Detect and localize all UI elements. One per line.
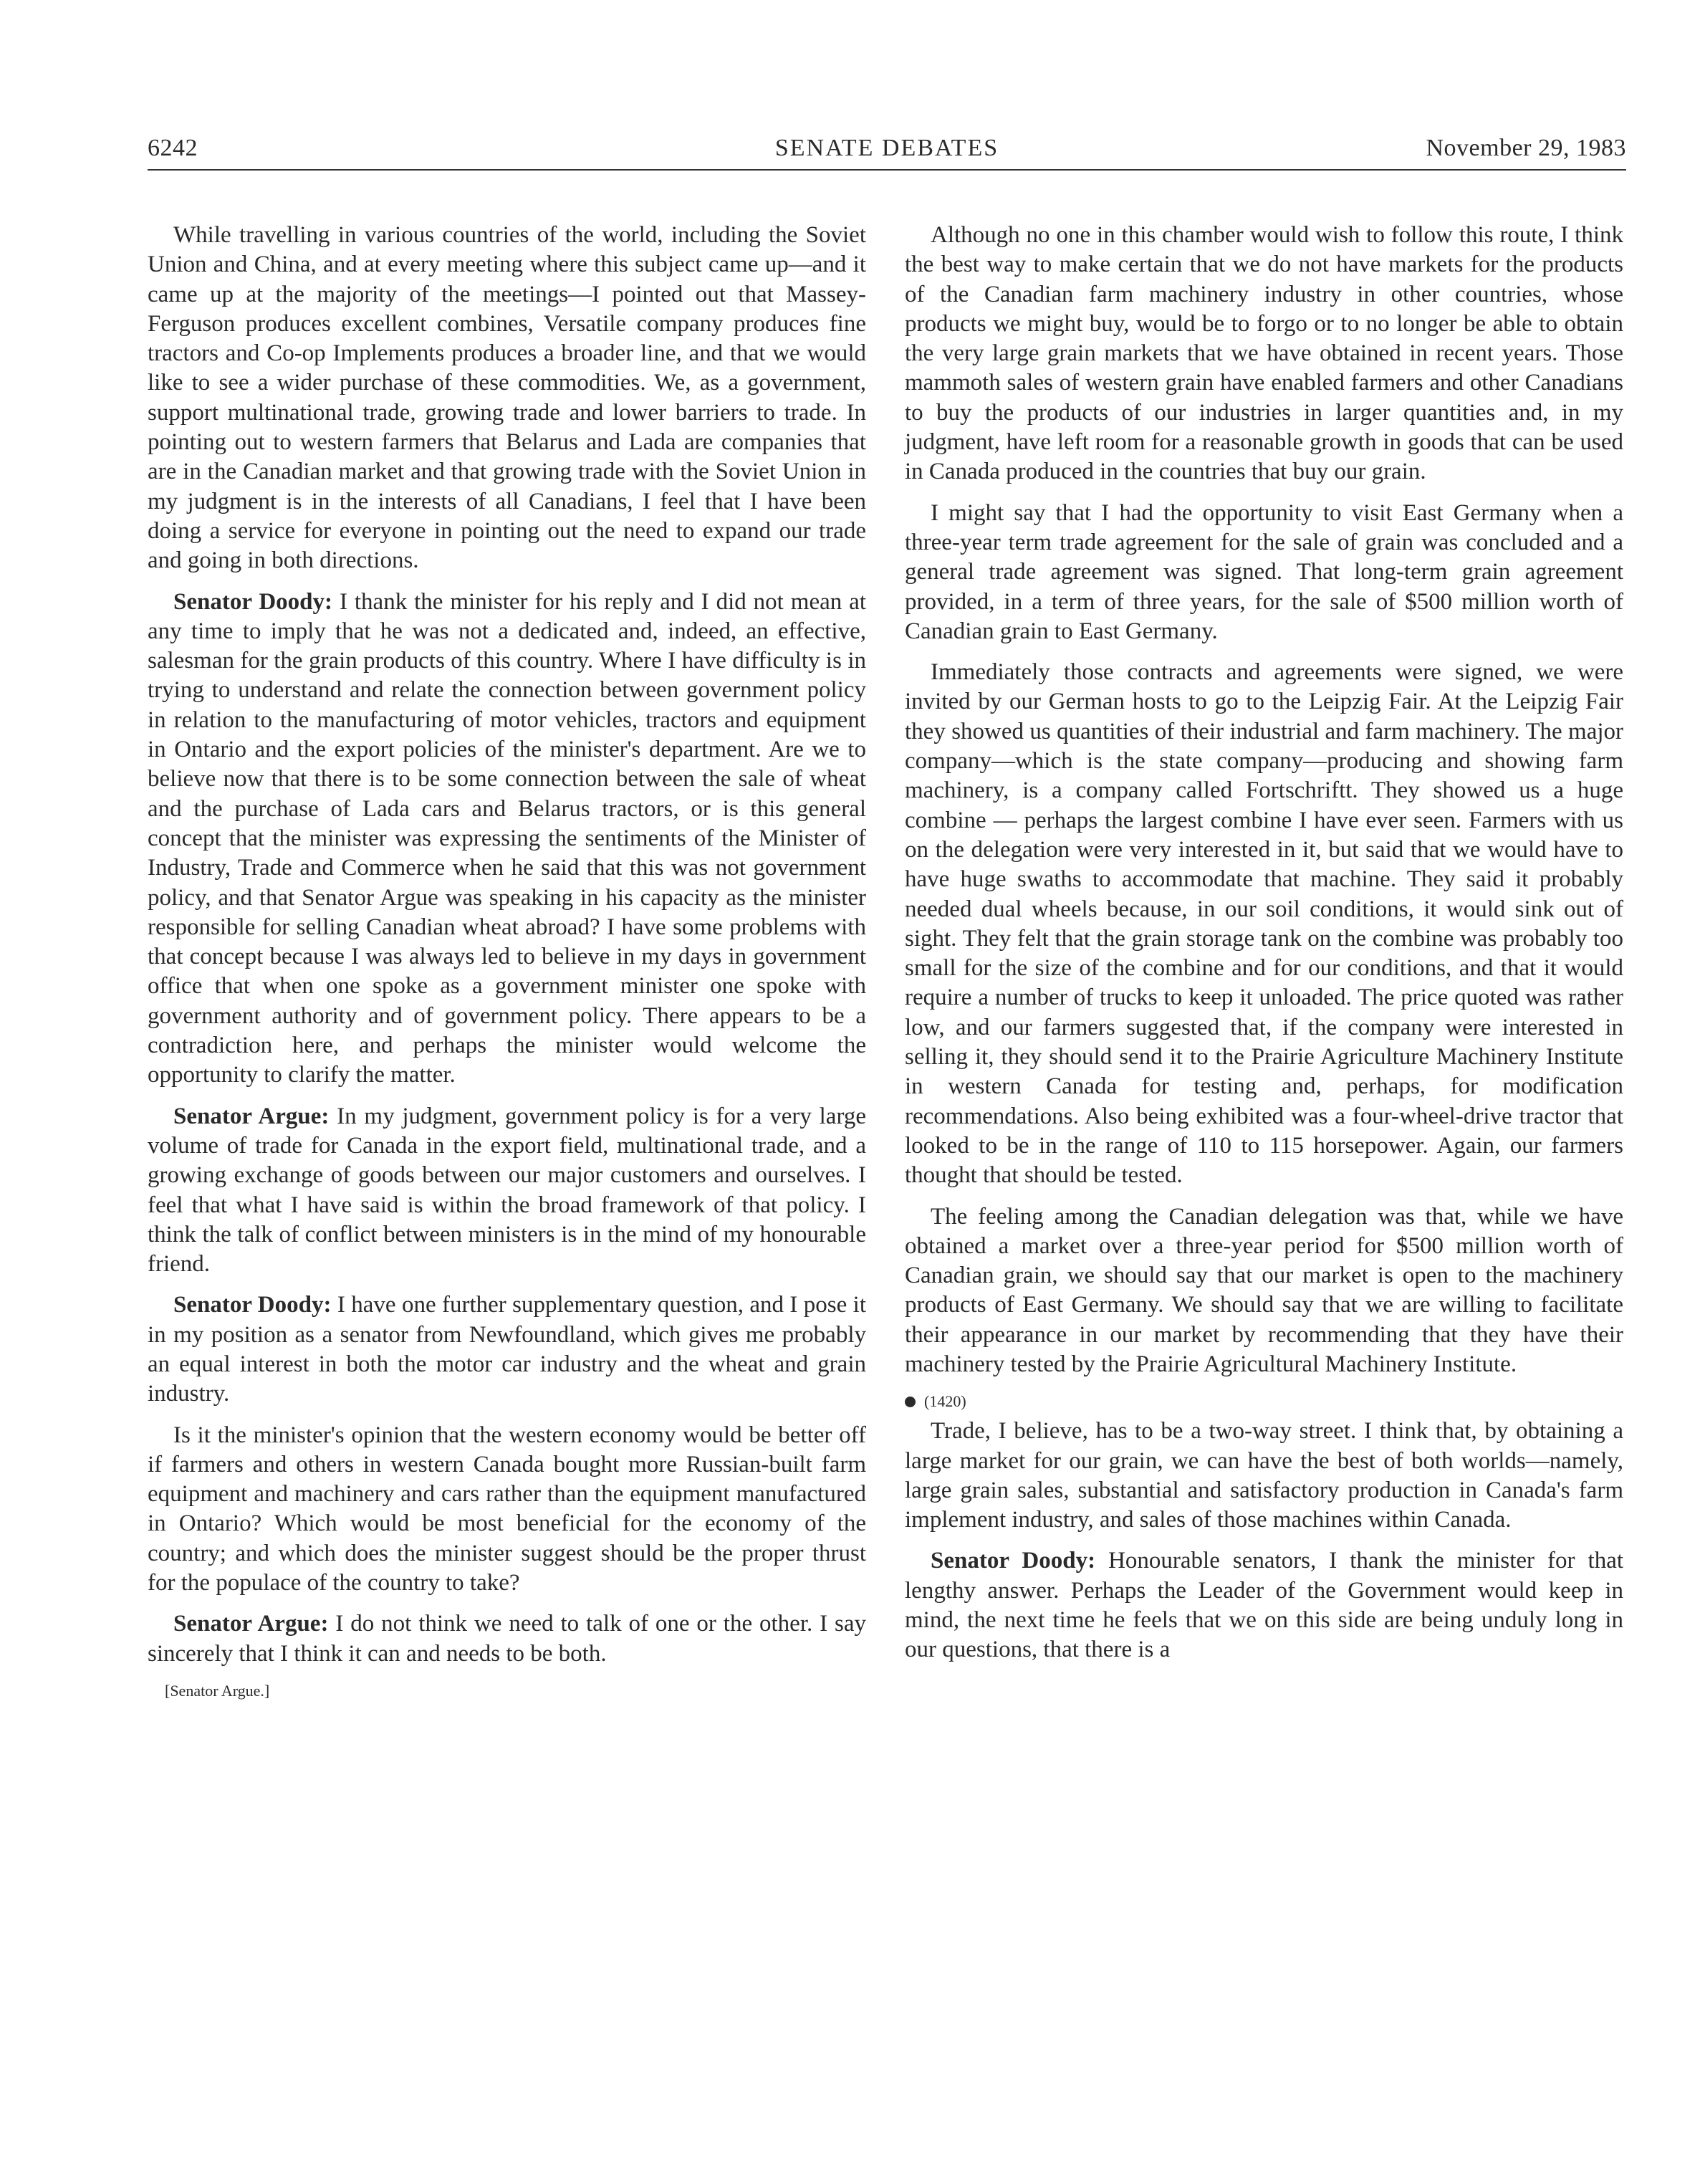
paragraph: Immediately those contracts and agreements were signed, we were invited by our German hosts to go to the Leipzig Fair. At the Leipzig Fair they showed us quantities of their industrial and farm machinery. The major company—which is the state company—producing and showing farm machinery, is a company called Fortschriftt. They showed us a huge combine — perhaps the largest combine I have ever seen. Farmers with us on the delegation were very interested in it, but said that we would have to have huge swaths to accommodate that machine. They said it probably needed dual wheels because, in our soil conditions, it would sink out of sight. They felt that the grain storage tank on the combine was probably too small for the size of the combine and for our conditions, and that it would require a number of trucks to keep it unloaded. The price quoted was rather low, and our farmers suggested that, if the company were interested in selling it, they should send it to the Prairie Agriculture Machinery Institute in western Canada for testing and, perhaps, for modification recommendations. Also being exhibited was a four-wheel-drive tractor that looked to be in the range of 110 to 115 horsepower. Again, our farmers thought that should be tested. (905, 659, 1623, 1189)
paragraph: Is it the minister's opinion that the western economy would be better off if farmers and others in western Canada bought more Russian-built farm equipment and machinery and cars rather than the equipment manufactured in Ontario? Which would be most beneficial for the economy of the country; and which does the minister suggest should be the proper thrust for the populace of the country to take? (148, 1422, 866, 1596)
paragraph (148, 1290, 866, 1409)
speech-text: Honourable senators, I thank the minister for that lengthy answer. Perhaps the Leader of the Government would keep in mind, the next time he feels that we on this side are being unduly long in our questions, that there is a (905, 1548, 1624, 1663)
paragraph: Trade, I believe, has to be a two-way street. I think that, by obtaining a large market for our grain, we can have the best of both worlds—namely, large grain sales, substantial and satisfactory production in Canada's farm implement industry, and sales of those machines within Canada. (905, 1418, 1623, 1533)
time-marker-text: (1420) (924, 1392, 966, 1411)
speaker-name: Senator Doody: (173, 588, 333, 615)
paragraph (148, 1102, 866, 1280)
publication-title: SENATE DEBATES (774, 135, 999, 161)
speaker-footnote: [Senator Argue.] (165, 1681, 270, 1700)
left-column (148, 221, 866, 1702)
page-number: 6242 (148, 135, 198, 161)
paragraph (905, 1546, 1623, 1665)
speech-text: I thank the minister for his reply and I did not mean at any time to imply that he was not a dedicated and, indeed, an effective, salesman for the grain products of this country. Where I have difficulty is in trying to understand and relate the connection between government policy in relation to the manufacturing of motor vehicles, tractors and equipment in Ontario and the export policies of the minister's department. Are we to believe now that there is to be some connection between the sale of wheat and the purchase of Lada cars and Belarus tractors, or is this general concept that the minister was expressing the sentiments of the Minister of Industry, Trade and Commerce when he said that this was not government policy, and that Senator Argue was speaking in his capacity as the minister responsible for selling Canadian wheat abroad? I have some problems with that concept because I was always led to believe in my days in government office that when one spoke as a government minister one spoke with government authority and of government policy. There appears to be a contradiction here, and perhaps the minister would welcome the opportunity to clarify the matter. (148, 588, 866, 1088)
speech-text: I have one further supplementary question, and I pose it in my position as a senator from Newfoundland, which gives me probably an equal interest in both the motor car industry and the wheat and grain industry. (148, 1292, 866, 1407)
time-marker (905, 1391, 1623, 1412)
paragraph: Although no one in this chamber would wish to follow this route, I think the best way to make certain that we do not have markets for the products of the Canadian farm machinery industry in other countries, whose products we might buy, would be to forgo or to no longer be able to obtain the very large grain markets that we have obtained in recent years. Those mammoth sales of western grain have enabled farmers and other Canadians to buy the products of our industries in larger quantities and, in my judgment, have left room for a reasonable growth in goods that can be used in Canada produced in the countries that buy our grain. (905, 222, 1623, 485)
issue-date: November 29, 1983 (1426, 135, 1626, 161)
paragraph: I might say that I had the opportunity to visit East Germany when a three-year term trade agreement for the sale of grain was concluded and a general trade agreement was signed. That long-term grain agreement provided, in a term of three years, for the sale of $500 million worth of Canadian grain to East Germany. (905, 499, 1623, 644)
speech-text: I do not think we need to talk of one or the other. I say sincerely that I think it can and needs to be both. (148, 1611, 867, 1667)
speaker-name: Senator Argue: (173, 1611, 329, 1637)
speech-text: In my judgment, government policy is for a very large volume of trade for Canada in the export field, multinational trade, and a growing exchange of goods between our major customers and ourselves. I feel that what I have said is within the broad framework of that policy. I think the talk of conflict between ministers is in the mind of my honourable friend. (148, 1103, 866, 1278)
paragraph (148, 1609, 866, 1669)
bullet-dot-icon (905, 1397, 916, 1407)
speaker-name: Senator Doody: (173, 1292, 332, 1318)
paragraph: The feeling among the Canadian delegation was that, while we have obtained a market over a three-year period for $500 million worth of Canadian grain, we should say that our market is open to the machinery products of East Germany. We should say that we are willing to facilitate their appearance in our market by recommending that they have their machinery tested by the Prairie Agricultural Machinery Institute. (905, 1203, 1623, 1377)
header-rule (148, 169, 1626, 171)
speaker-name: Senator Argue: (173, 1103, 330, 1129)
paragraph: While travelling in various countries of the world, including the Soviet Union and China, and at every meeting where this subject came up—and it came up at the majority of the meetings—I pointed out that Massey-Ferguson produces excellent combines, Versatile company produces fine tractors and Co-op Implements produces a broader line, and that we would like to see a wider purchase of these commodities. We, as a government, support multinational trade, growing trade and lower barriers to trade. In pointing out to western farmers that Belarus and Lada are companies that are in the Canadian market and that growing trade with the Soviet Union in my judgment is in the interests of all Canadians, I feel that I have been doing a service for everyone in pointing out the need to expand our trade and going in both directions. (148, 222, 866, 574)
paragraph (148, 588, 866, 1091)
running-header (148, 135, 1626, 171)
right-column (905, 221, 1623, 1677)
speaker-name: Senator Doody: (931, 1548, 1096, 1574)
